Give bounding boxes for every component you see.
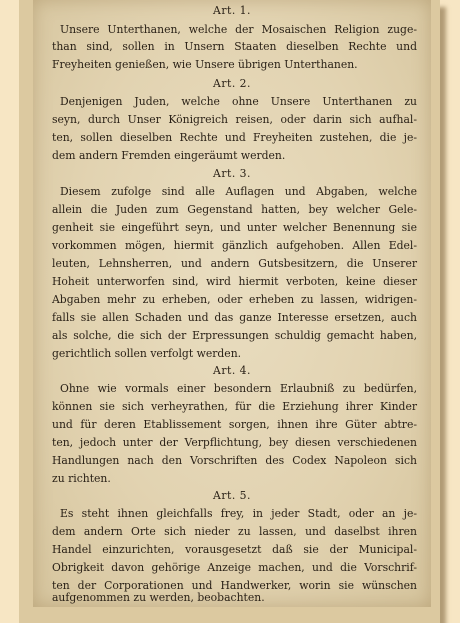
text-line: gerichtlich sollen verfolgt werden.: [52, 347, 242, 360]
text-line: Handlungen nach den Vorschriften des Codex Napoleon sich: [52, 454, 417, 467]
text-line: allein die Juden zum Gegenstand hatten, bey welcher Gele-: [52, 203, 417, 216]
text-line: genheit sie eingeführt seyn, und unter welcher Benennung sie: [52, 221, 417, 234]
text-line: Handel einzurichten, vorausgesetzt daß sie der Municipal-: [52, 543, 417, 556]
article-heading: Art. 5.: [213, 489, 251, 502]
text-line: Diesem zufolge sind alle Auflagen und Abgaben, welche: [60, 185, 417, 198]
text-line: Hoheit unterworfen sind, wird hiermit verboten, keine dieser: [52, 275, 417, 288]
text-line: Abgaben mehr zu erheben, oder erheben zu lassen, widrigen-: [52, 293, 417, 306]
text-line: vorkommen mögen, hiermit gänzlich aufgehoben. Allen Edel-: [52, 239, 417, 252]
article-heading: Art. 4.: [213, 364, 251, 377]
text-line: Es steht ihnen gleichfalls frey, in jeder Stadt, oder an je-: [60, 507, 417, 520]
text-line: seyn, durch Unser Königreich reisen, oder darin sich aufhal-: [52, 113, 417, 126]
text-line: Freyheiten genießen, wie Unsere übrigen Unterthanen.: [52, 58, 358, 71]
text-line: Obrigkeit davon gehörige Anzeige machen, und die Vorschrif-: [52, 561, 417, 574]
text-line: leuten, Lehnsherren, und andern Gutsbesitzern, die Unserer: [52, 257, 417, 270]
text-line: dem andern Fremden eingeräumt werden.: [52, 149, 286, 162]
text-line: Ohne wie vormals einer besondern Erlaubniß zu bedürfen,: [60, 382, 417, 395]
text-line: als solche, die sich der Erpressungen schuldig gemacht haben,: [52, 329, 417, 342]
text-line: ten, jedoch unter der Verpflichtung, bey diesen verschiedenen: [52, 436, 417, 449]
text-line: than sind, sollen in Unsern Staaten dieselben Rechte und: [52, 40, 417, 53]
text-line: ten, sollen dieselben Rechte und Freyheiten zustehen, die je-: [52, 131, 417, 144]
text-line: zu richten.: [52, 472, 111, 485]
text-line: dem andern Orte sich nieder zu lassen, und daselbst ihren: [52, 525, 417, 538]
text-line: Unsere Unterthanen, welche der Mosaischen Religion zuge-: [60, 23, 417, 36]
article-heading: Art. 3.: [213, 167, 251, 180]
text-line: können sie sich verheyrathen, für die Erziehung ihrer Kinder: [52, 400, 417, 413]
text-line: falls sie allen Schaden und das ganze Interesse ersetzen, auch: [52, 311, 417, 324]
document-sheet: [33, 0, 431, 607]
text-line: Denjenigen Juden, welche ohne Unsere Unterthanen zu: [60, 95, 417, 108]
article-heading: Art. 2.: [213, 77, 251, 90]
text-line: aufgenommen zu werden, beobachten.: [52, 591, 265, 604]
text-line: und für deren Etablissement sorgen, ihnen ihre Güter abtre-: [52, 418, 417, 431]
text-line: ten der Corporationen und Handwerker, worin sie wünschen: [52, 579, 417, 592]
article-heading: Art. 1.: [213, 4, 251, 17]
